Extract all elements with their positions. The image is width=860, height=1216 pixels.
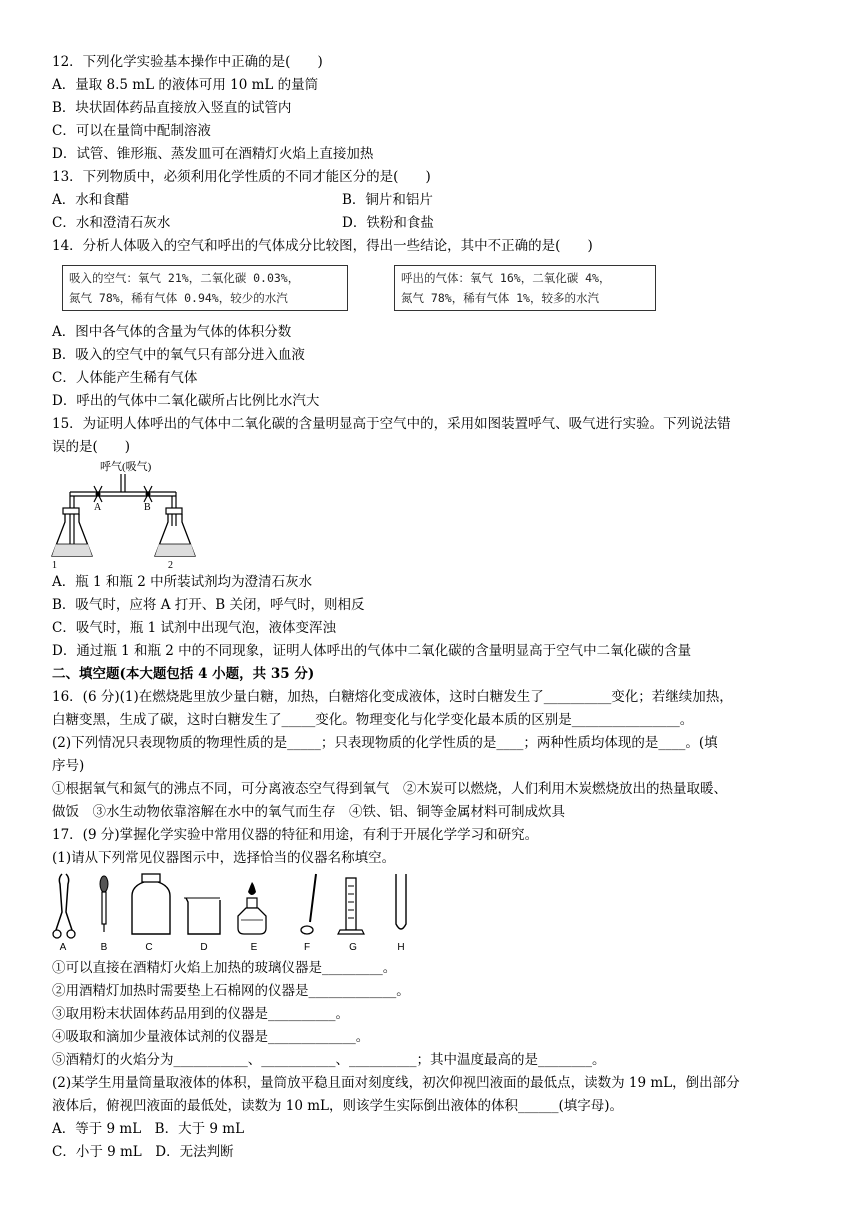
exhaled-air-line2: 氮气 78%，稀有气体 1%，较多的水汽: [401, 291, 599, 305]
q17-item5: ⑤酒精灯的火焰分为___________、___________、__________；其中温度最高的是________。: [52, 1052, 606, 1068]
q15-option-c: C．吸气时，瓶 1 试剂中出现气泡，液体变浑浊: [52, 620, 337, 636]
instrument-label-e: E: [250, 942, 258, 953]
q14-option-b: B．吸入的空气中的氧气只有部分进入血液: [52, 347, 305, 363]
q16-line5: ①根据氧气和氮气的沸点不同，可分离液态空气得到氧气 ②木炭可以燃烧，人们利用木炭燃烧放出的热量取暖、: [52, 781, 727, 797]
flask-2-icon: [155, 508, 195, 556]
alcohol-lamp-icon: [238, 882, 266, 934]
instrument-label-f: F: [303, 942, 311, 953]
q14-option-d: D．呼出的气体中二氧化碳所占比例比水汽大: [52, 393, 320, 409]
section-heading: 二、填空题(本大题包括 4 小题，共 35 分): [52, 666, 315, 682]
exhaled-air-box: [394, 265, 656, 311]
q12-stem: 12．下列化学实验基本操作中正确的是( ): [52, 54, 323, 70]
q13-option-b: B．铜片和铝片: [342, 192, 433, 208]
clamp-b-label: B: [144, 502, 151, 513]
q16-line2: 白糖变黑，生成了碳，这时白糖发生了_____变化。物理变化与化学变化最本质的区别是________________。: [52, 712, 694, 728]
instrument-label-b: B: [100, 942, 108, 953]
q14-option-a: A．图中各气体的含量为气体的体积分数: [52, 324, 292, 340]
dropper-icon: [100, 876, 108, 932]
q17-item3: ③取用粉末状固体药品用到的仪器是__________。: [52, 1006, 349, 1022]
q17-line1: 17．(9 分)掌握化学实验中常用仪器的特征和用途，有利于开展化学学习和研究。: [52, 827, 539, 843]
q17-item1: ①可以直接在酒精灯火焰上加热的玻璃仪器是_________。: [52, 960, 397, 976]
q17-options-row1: A．等于 9 mL B．大于 9 mL: [52, 1121, 245, 1137]
q17-options-row2: C．小于 9 mL D．无法判断: [52, 1144, 234, 1160]
instruments-figure: [48, 872, 428, 942]
beaker-icon: [184, 898, 220, 934]
instrument-label-h: H: [397, 942, 405, 953]
clamp-a-label: A: [94, 502, 102, 513]
q15-option-b: B．吸气时，应将 A 打开、B 关闭，呼气时，则相反: [52, 597, 365, 613]
q13-option-a: A．水和食醋: [52, 192, 130, 208]
q12-option-b: B．块状固体药品直接放入竖直的试管内: [52, 100, 292, 116]
q15-stem-line1: 15．为证明人体呼出的气体中二氧化碳的含量明显高于空气中的，采用如图装置呼气、吸气进行实验。下列说法错: [52, 416, 731, 432]
q16-line4: 序号): [52, 758, 85, 774]
q17-item2: ②用酒精灯加热时需要垫上石棉网的仪器是_____________。: [52, 983, 410, 999]
reagent-bottle-icon: [132, 874, 170, 934]
clamp-b-icon: [144, 486, 152, 502]
q13-option-d: D．铁粉和食盐: [342, 215, 434, 231]
q12-option-a: A．量取 8.5 mL 的液体可用 10 mL 的量筒: [52, 77, 319, 93]
exhaled-air-line1: 呼出的气体：氧气 16%，二氧化碳 4%，: [401, 271, 611, 285]
graduated-cylinder-icon: [338, 878, 364, 934]
q15-stem-line2: 误的是( ): [52, 439, 131, 455]
q12-option-c: C．可以在量筒中配制溶液: [52, 123, 211, 139]
q16-line3: (2)下列情况只表现物质的物理性质的是_____；只表现物质的化学性质的是____；两种性质均体现的是____。(填: [52, 735, 718, 751]
q16-line1: 16．(6 分)(1)在燃烧匙里放少量白糖，加热，白糖熔化变成液体，这时白糖发生了__________变化；若继续加热，: [52, 689, 733, 705]
q17-item4: ④吸取和滴加少量液体试剂的仪器是_____________。: [52, 1029, 370, 1045]
q15-option-d: D．通过瓶 1 和瓶 2 中的不同现象，证明人体呼出的气体中二氧化碳的含量明显高于空气中二氧化碳的含量: [52, 643, 692, 659]
breath-apparatus-figure: [48, 456, 198, 571]
instrument-label-c: C: [145, 942, 153, 953]
q12-option-d: D．试管、锥形瓶、蒸发皿可在酒精灯火焰上直接加热: [52, 146, 374, 162]
inhaled-air-line1: 吸入的空气：氧气 21%，二氧化碳 0.03%，: [69, 271, 300, 285]
flask-1-label: 1: [52, 560, 57, 571]
clamp-a-icon: [94, 486, 102, 502]
q13-stem: 13．下列物质中，必须利用化学性质的不同才能区分的是( ): [52, 169, 431, 185]
crucible-tongs-icon: [53, 874, 75, 938]
flask-1-icon: [52, 508, 92, 556]
inhaled-air-box: [62, 265, 348, 311]
q17-part2-line2: 液体后，俯视凹液面的最低处，读数为 10 mL，则该学生实际倒出液体的体积______(填字母)。: [52, 1098, 624, 1114]
inhaled-air-line2: 氮气 78%，稀有气体 0.94%，较少的水汽: [69, 291, 288, 305]
flask-2-label: 2: [168, 560, 173, 571]
medicine-spoon-icon: [301, 874, 316, 934]
figure-label-top: 呼气(吸气): [100, 461, 152, 473]
q14-stem: 14．分析人体吸入的空气和呼出的气体成分比较图，得出一些结论，其中不正确的是( ): [52, 238, 593, 254]
q13-option-c: C．水和澄清石灰水: [52, 215, 171, 231]
test-tube-icon: [396, 874, 406, 929]
instrument-label-d: D: [200, 942, 208, 953]
q16-line6: 做饭 ③水生动物依靠溶解在水中的氧气而生存 ④铁、铝、铜等金属材料可制成炊具: [52, 804, 565, 820]
q15-option-a: A．瓶 1 和瓶 2 中所装试剂均为澄清石灰水: [52, 574, 313, 590]
q17-line2: (1)请从下列常见仪器图示中，选择恰当的仪器名称填空。: [52, 850, 396, 866]
q17-part2-line1: (2)某学生用量筒量取液体的体积，量筒放平稳且面对刻度线，初次仰视凹液面的最低点，读数为 19 mL，倒出部分: [52, 1075, 740, 1091]
instrument-label-g: G: [349, 942, 357, 953]
q14-option-c: C．人体能产生稀有气体: [52, 370, 198, 386]
instrument-label-a: A: [59, 942, 67, 953]
